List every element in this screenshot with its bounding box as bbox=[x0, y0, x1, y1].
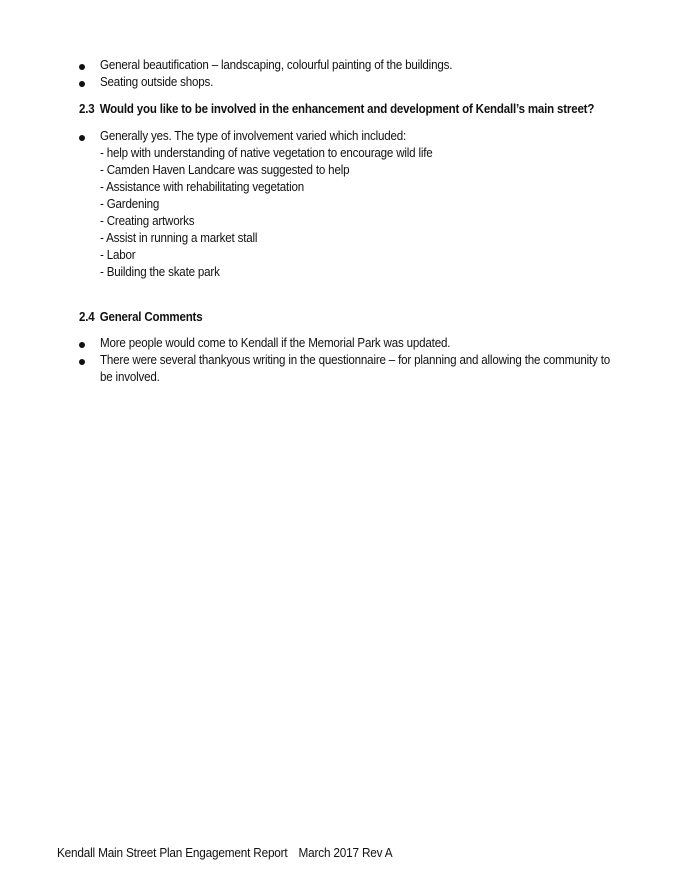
section-number: 2.3 bbox=[79, 101, 95, 116]
section-heading-2-4 bbox=[79, 309, 202, 324]
footer-date-revision: March 2017 Rev A bbox=[298, 845, 393, 860]
section-number: 2.4 bbox=[79, 309, 95, 324]
page-footer bbox=[57, 845, 392, 860]
sub-list-item: - help with understanding of native vegetation to encourage wild life bbox=[100, 146, 433, 160]
list-item: Seating outside shops. bbox=[100, 75, 214, 89]
section-heading-2-3 bbox=[79, 101, 594, 116]
list-item: More people would come to Kendall if the Memorial Park was updated. bbox=[100, 336, 451, 350]
bullet-icon bbox=[79, 64, 85, 70]
sub-list-item: - Creating artworks bbox=[100, 214, 195, 228]
sub-list-item: - Gardening bbox=[100, 197, 160, 211]
section-title: General Comments bbox=[99, 309, 203, 324]
bullet-icon bbox=[79, 359, 85, 365]
list-item: There were several thankyous writing in the questionnaire – for planning and allowing the community to bbox=[100, 353, 610, 367]
list-item-continuation: be involved. bbox=[100, 370, 160, 384]
footer-report-title: Kendall Main Street Plan Engagement Report bbox=[57, 845, 288, 860]
sub-list-item: - Building the skate park bbox=[100, 265, 220, 279]
section-title: Would you like to be involved in the enhancement and development of Kendall’s main street? bbox=[99, 101, 595, 116]
sub-list-item: - Camden Haven Landcare was suggested to help bbox=[100, 163, 350, 177]
sub-list-item: - Assist in running a market stall bbox=[100, 231, 258, 245]
list-item: General beautification – landscaping, colourful painting of the buildings. bbox=[100, 58, 453, 72]
list-item: Generally yes. The type of involvement varied which included: bbox=[100, 129, 407, 143]
bullet-icon bbox=[79, 81, 85, 87]
bullet-icon bbox=[79, 342, 85, 348]
bullet-icon bbox=[79, 135, 85, 141]
sub-list-item: - Assistance with rehabilitating vegetation bbox=[100, 180, 304, 194]
sub-list-item: - Labor bbox=[100, 248, 136, 262]
